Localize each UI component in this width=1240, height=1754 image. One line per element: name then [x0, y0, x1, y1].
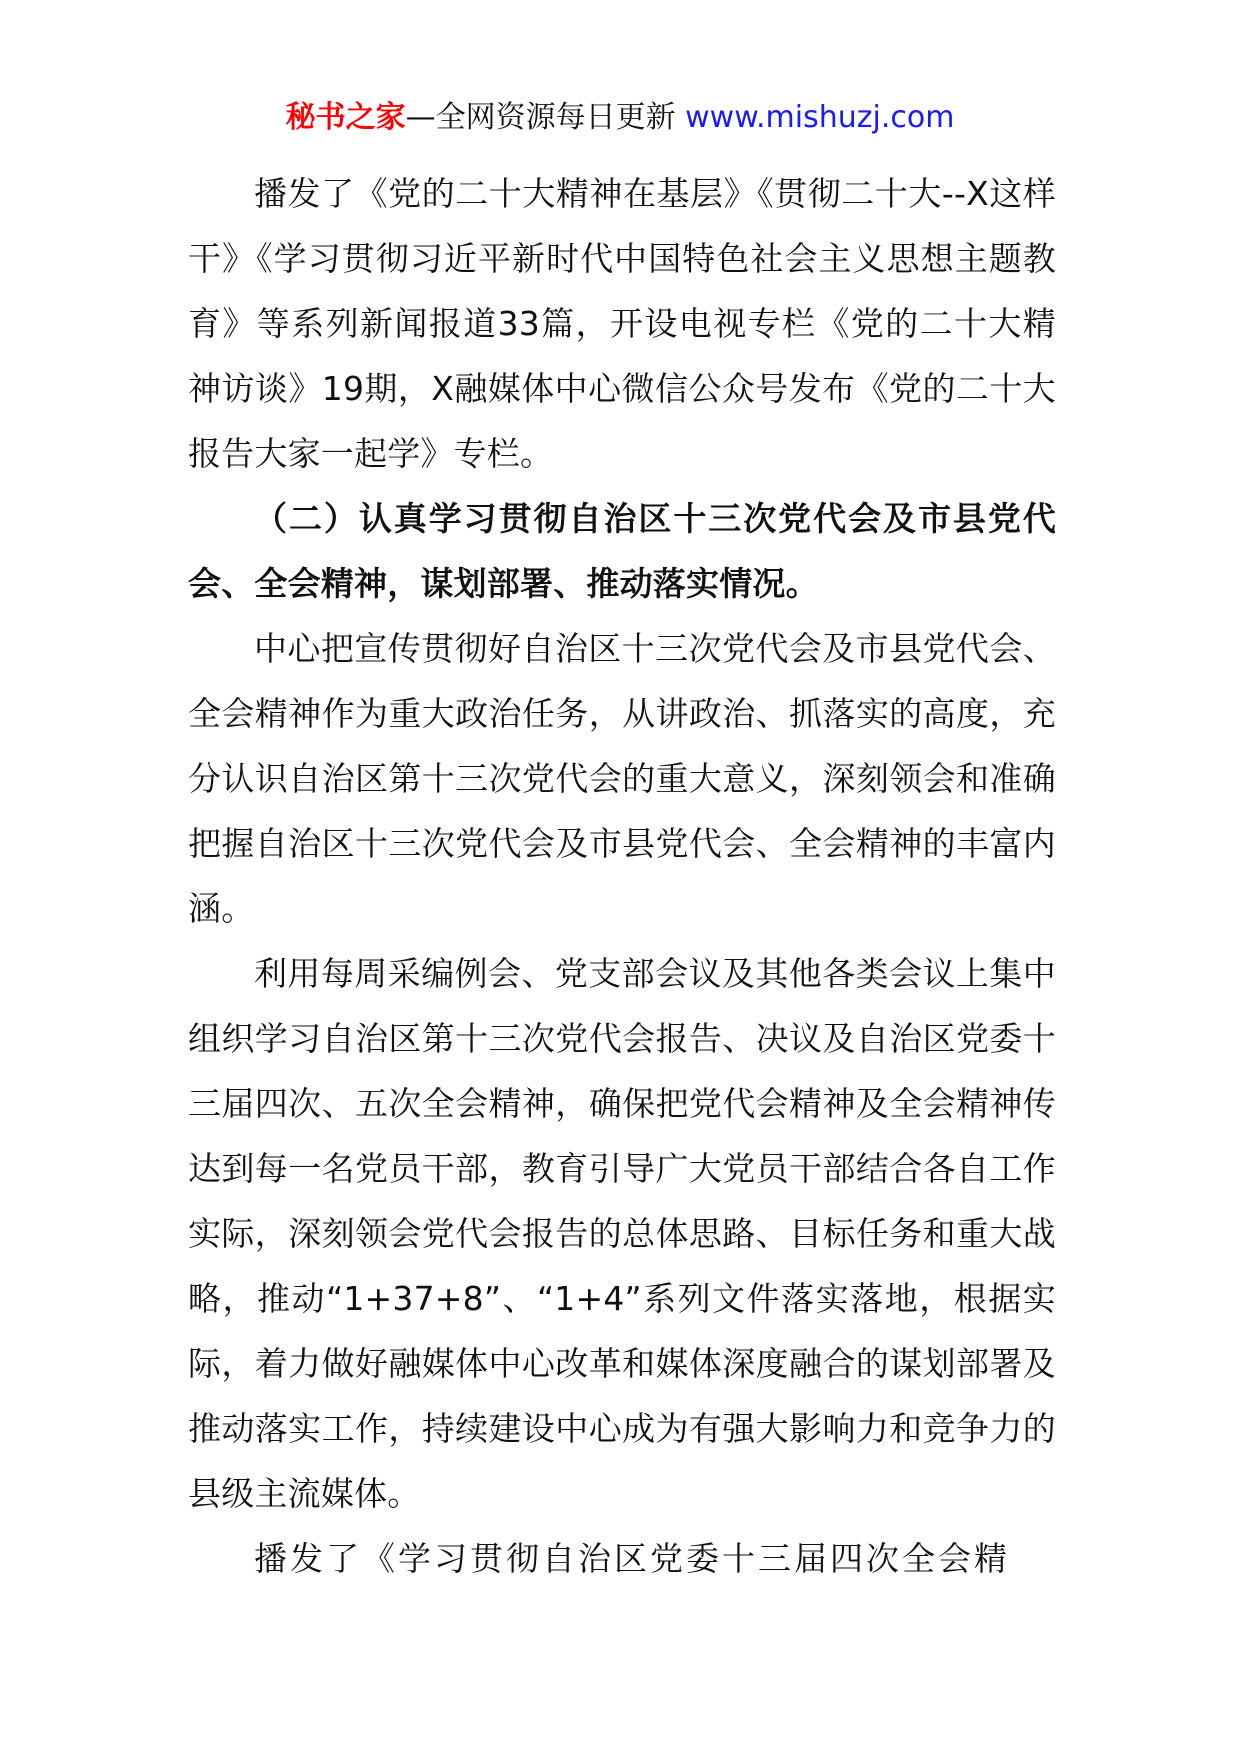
paragraph-weekly-meetings: 利用每周采编例会、党支部会议及其他各类会议上集中组织学习自治区第十三次党代会报告、决议及自治区党委十三届四次、五次全会精神，确保把党代会精神及全会精神传达到每一名党员干部，教育引导广大党员干部结合各自工作实际，深刻领会党代会报告的总体思路、目标任务和重大战略，推动“1+37+8”、“1+4”系列文件落实落地，根据实际，着力做好融媒体中心改革和媒体深度融合的谋划部署及推动落实工作，持续建设中心成为有强大影响力和竞争力的县级主流媒体。 [188, 954, 1056, 1513]
document-body [188, 161, 1056, 1591]
header-slogan: —全网资源每日更新 [405, 100, 676, 135]
paragraph-center-propaganda: 中心把宣传贯彻好自治区十三次党代会及市县党代会、全会精神作为重大政治任务，从讲政治、抓落实的高度，充分认识自治区第十三次党代会的重大意义，深刻领会和准确把握自治区十三次党代会及市县党代会、全会精神的丰富内涵。 [188, 629, 1056, 928]
paragraph-broadcast-reports: 播发了《党的二十大精神在基层》《贯彻二十大--X这样干》《学习贯彻习近平新时代中国特色社会主义思想主题教育》等系列新闻报道33篇，开设电视专栏《党的二十大精神访谈》19期，X融媒体中心微信公众号发布《党的二十大报告大家一起学》专栏。 [188, 174, 1056, 473]
page-header [0, 98, 1240, 138]
paragraph-broadcast-continued: 播发了《学习贯彻自治区党委十三届四次全会精 [254, 1539, 1010, 1578]
section-heading-2: （二）认真学习贯彻自治区十三次党代会及市县党代会、全会精神，谋划部署、推动落实情况。 [188, 499, 1056, 603]
brand-name: 秘书之家 [285, 100, 406, 135]
site-url-link[interactable]: www.mishuzj.com [685, 100, 955, 135]
